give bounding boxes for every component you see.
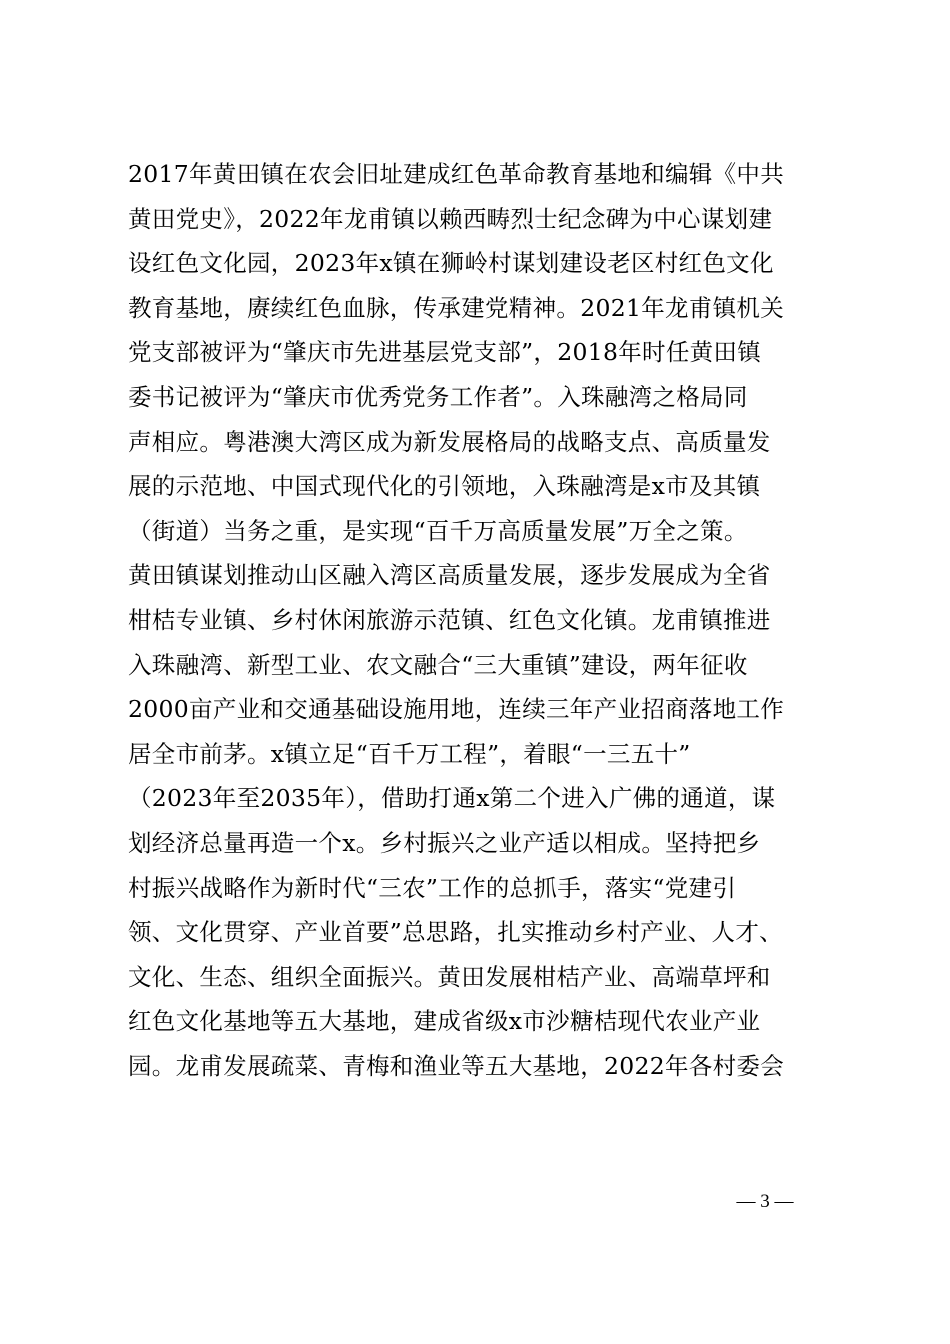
body-text [128,152,828,1088]
text-line: 2000亩产业和交通基础设施用地，连续三年产业招商落地工作 [128,695,785,724]
text-line: 居全市前茅。x镇立足“百千万工程”，着眼“一三五十” [128,739,691,768]
text-line: 黄田镇谋划推动山区融入湾区高质量发展，逐步发展成为全省 [128,561,771,590]
text-line: 展的示范地、中国式现代化的引领地，入珠融湾是x市及其镇 [128,472,761,501]
text-line: 入珠融湾、新型工业、农文融合“三大重镇”建设，两年征收 [128,650,748,679]
text-line: 文化、生态、组织全面振兴。黄田发展柑桔产业、高端草坪和 [128,962,771,991]
text-line: （2023年至2035年），借助打通x第二个进入广佛的通道，谋 [128,784,776,813]
text-line: 委书记被评为“肇庆市优秀党务工作者”。入珠融湾之格局同 [128,382,748,411]
text-line: 园。龙甫发展疏菜、青梅和渔业等五大基地，2022年各村委会 [128,1051,785,1080]
text-line: 柑桔专业镇、乡村休闲旅游示范镇、红色文化镇。龙甫镇推进 [128,605,771,634]
text-line: 2017年黄田镇在农会旧址建成红色革命教育基地和编辑《中共 [128,160,785,188]
text-line: 黄田党史》，2022年龙甫镇以赖西畴烈士纪念碑为中心谋划建 [128,204,773,233]
text-line: 党支部被评为“肇庆市先进基层党支部”，2018年时任黄田镇 [128,338,762,367]
text-line: 领、文化贯穿、产业首要”总思路，扎实推动乡村产业、人才、 [128,918,783,947]
text-line: 设红色文化园，2023年x镇在狮岭村谋划建设老区村红色文化 [128,249,774,278]
text-line: 红色文化基地等五大基地，建成省级x市沙糖桔现代农业产业 [128,1007,761,1036]
text-line: 声相应。粤港澳大湾区成为新发展格局的战略支点、高质量发 [128,427,771,456]
text-line: 教育基地，赓续红色血脉，传承建党精神。2021年龙甫镇机关 [128,293,785,322]
text-line: 划经济总量再造一个x。乡村振兴之业产适以相成。坚持把乡 [128,828,761,857]
text-line: （街道）当务之重，是实现“百千万高质量发展”万全之策。 [128,516,748,545]
page-number: — 3 — [736,1191,794,1212]
text-line: 村振兴战略作为新时代“三农”工作的总抓手，落实“党建引 [128,873,737,902]
